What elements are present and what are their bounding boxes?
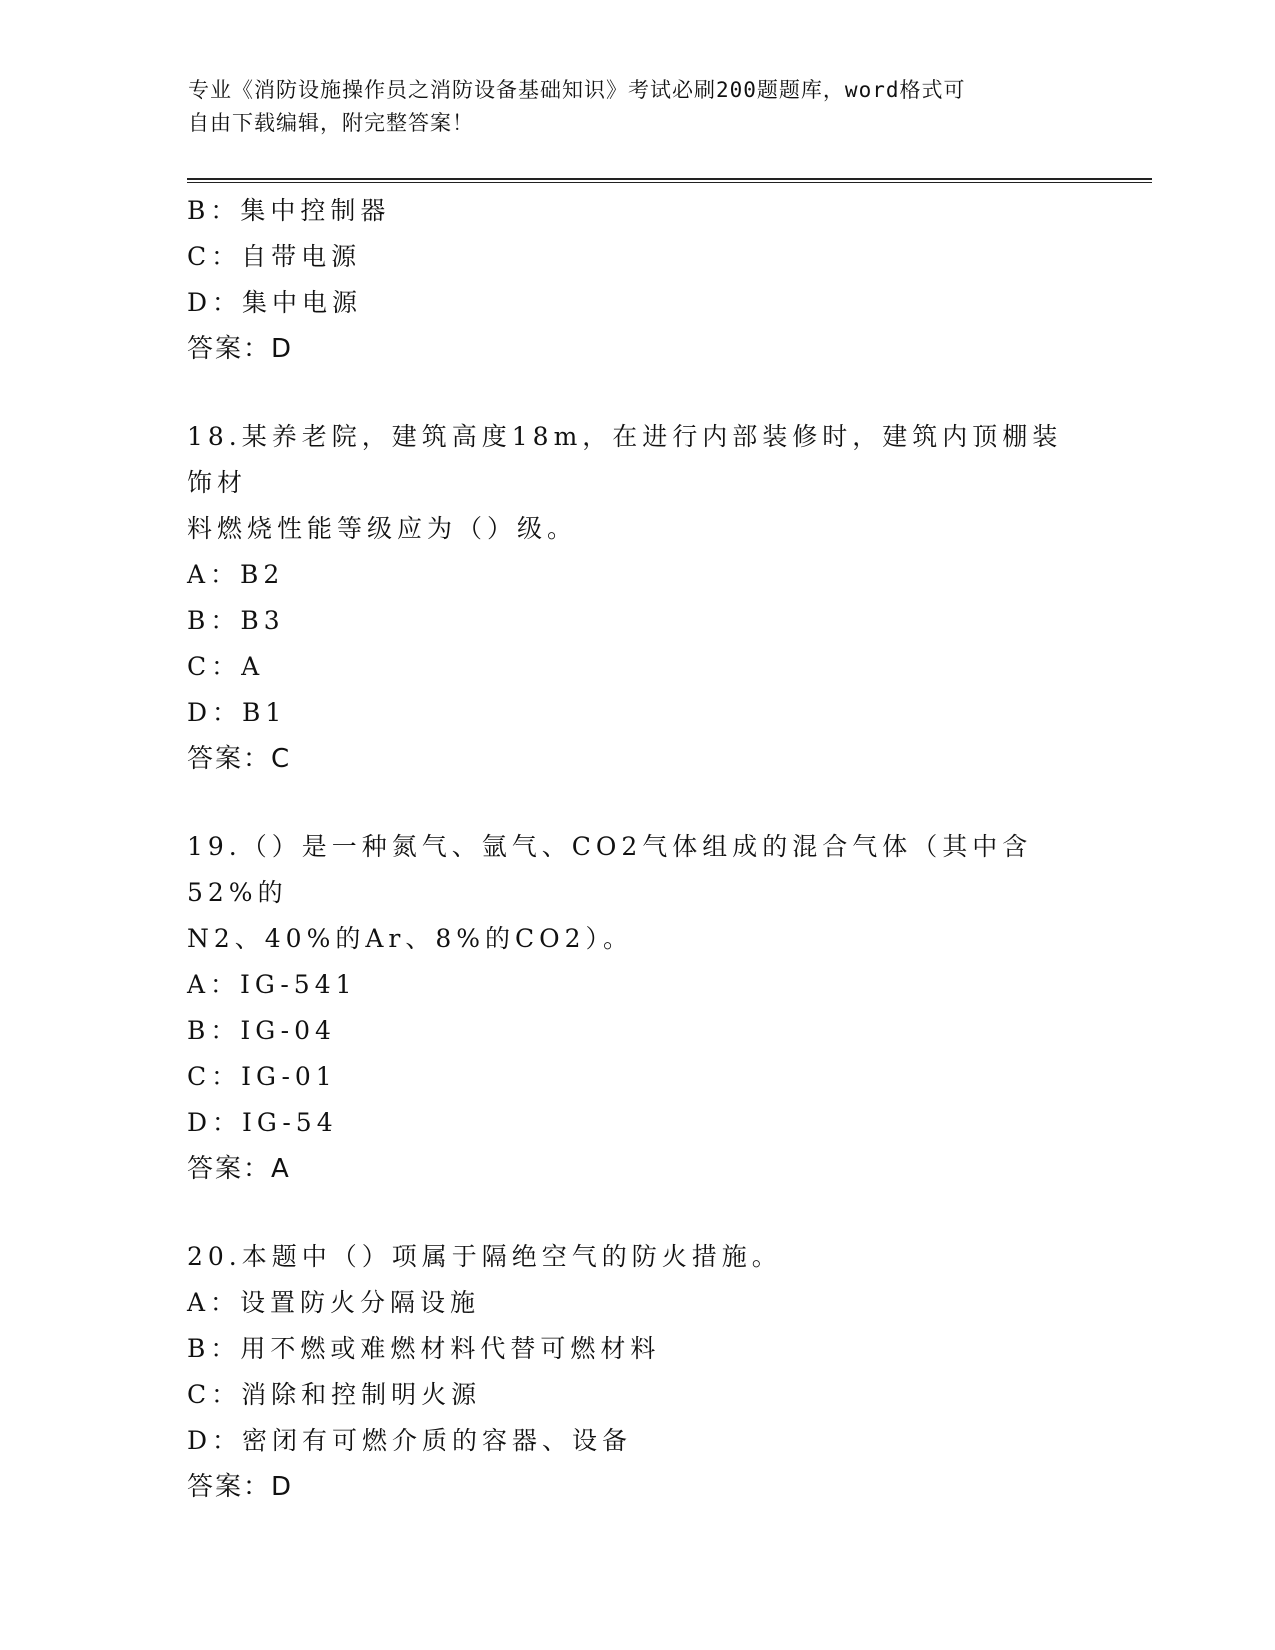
answer-line: 答案：D (187, 334, 294, 364)
answer-line: 答案：D (187, 1472, 294, 1502)
option-c: C：A (187, 652, 265, 681)
option-d: D：集中电源 (187, 288, 363, 317)
question-20 (187, 1234, 1087, 1510)
question-stem-line-1: 19.（）是一种氮气、氩气、CO2气体组成的混合气体（其中含52%的 (187, 832, 1033, 907)
question-stem-line-1: 18.某养老院，建筑高度18m，在进行内部装修时，建筑内顶棚装饰材 (187, 422, 1063, 497)
option-b: B：IG-04 (187, 1016, 336, 1045)
option-c: C：IG-01 (187, 1062, 337, 1091)
option-b: B：B3 (187, 606, 285, 635)
spacer (187, 782, 1087, 824)
spacer (187, 372, 1087, 414)
question-stem-line-2: 料燃烧性能等级应为（）级。 (187, 514, 578, 543)
option-b: B：集中控制器 (187, 196, 391, 225)
option-c: C：自带电源 (187, 242, 362, 271)
option-d: D：密闭有可燃介质的容器、设备 (187, 1426, 633, 1455)
question-18 (187, 414, 1087, 782)
document-header (188, 74, 1068, 140)
option-a: A：设置防火分隔设施 (187, 1288, 481, 1317)
header-divider (187, 178, 1152, 183)
option-d: D：IG-54 (187, 1108, 338, 1137)
partial-question (187, 188, 1087, 372)
option-c: C：消除和控制明火源 (187, 1380, 482, 1409)
answer-line: 答案：A (187, 1154, 291, 1184)
answer-line: 答案：C (187, 744, 292, 774)
option-d: D：B1 (187, 698, 287, 727)
header-line-1: 专业《消防设施操作员之消防设备基础知识》考试必刷200题题库，word格式可 (188, 78, 966, 102)
option-a: A：B2 (187, 560, 285, 589)
question-stem-line-2: N2、40%的Ar、8%的CO2）。 (187, 924, 634, 953)
option-b: B：用不燃或难燃材料代替可燃材料 (187, 1334, 661, 1363)
question-stem-line-1: 20.本题中（）项属于隔绝空气的防火措施。 (187, 1242, 782, 1271)
spacer (187, 1192, 1087, 1234)
question-19 (187, 824, 1087, 1192)
question-list (187, 188, 1087, 1510)
option-a: A：IG-541 (187, 970, 357, 999)
header-line-2: 自由下载编辑，附完整答案！ (188, 111, 474, 135)
